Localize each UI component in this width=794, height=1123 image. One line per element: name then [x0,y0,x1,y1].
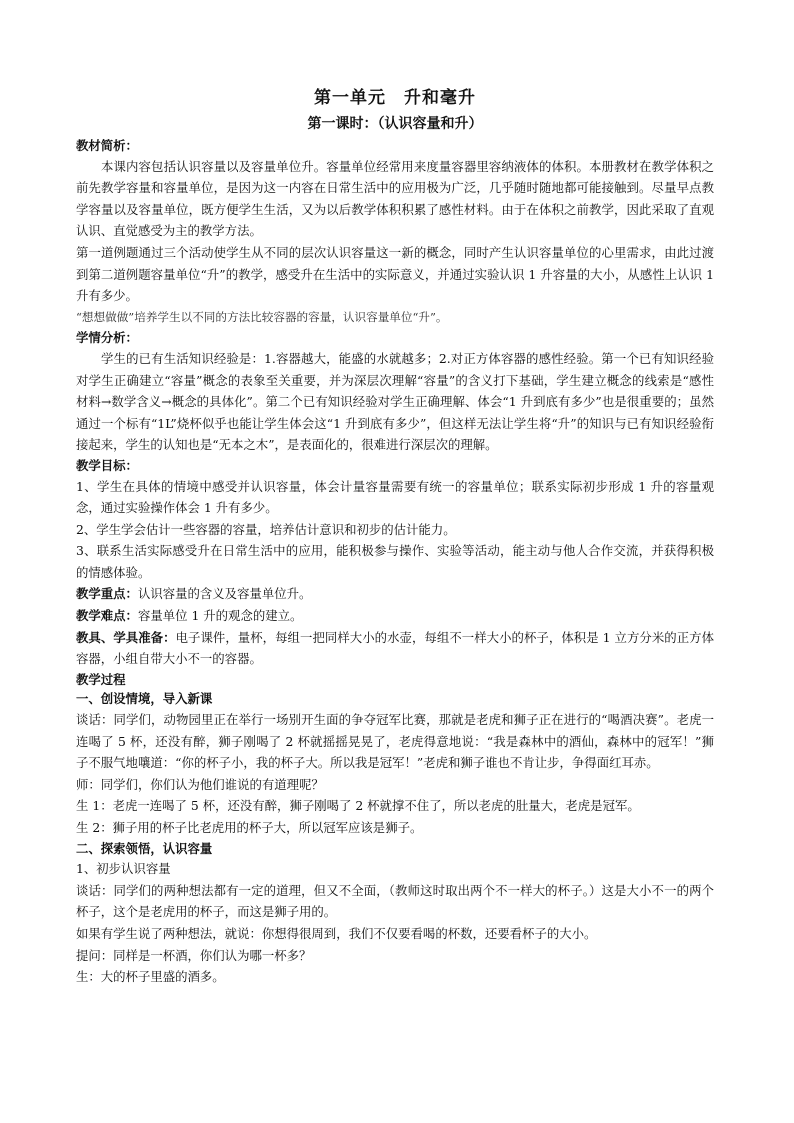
part1-heading: 一、创设情境，导入新课 [76,691,213,707]
difficulty-label: 教学难点： [76,608,138,624]
part2-paragraph-4: 提问：同样是一杯酒，你们认为哪一杯多？ [76,947,312,963]
part2-paragraph-2: 谈话：同学们的两种想法都有一定的道理，但又不全面，（教师这时取出两个不一样大的杯子。）这是大小不一的两个杯子，这个是老虎用的杯子，而这是狮子用的。 [76,882,714,920]
goal-item-3: 3、联系生活实际感受升在日常生活中的应用，能积极参与操作、实验等活动，能主动与他人合作交流，并获得积极的情感体验。 [76,543,714,580]
part2-paragraph-1: 1、初步认识容量 [76,861,171,877]
key-point-label: 教学重点： [76,586,138,602]
textbook-heading: 教材简析： [76,138,138,153]
student-paragraph-1: 学生的已有生活知识经验是：1.容器越大，能盛的水就越多；2.对正方体容器的感性经验。第一个已有知识经验对学生正确建立“容量”概念的表象至关重要，并为深层次理解“容量”的含义打下基础，学生建立概念的线索是“感性材料→数学含义→概念的具体化”。第二个已有知识经验对学生正确理解、体会“1 升到底有多少”也是很重要的；虽然通过一个标有“1L”烧杯似乎也能让学生体会这“1 升到底有多少”，但这样无法让学生将“升”的知识与已有知识经验衔接起来，学生的认知也是“无本之木”，是表面化的，很难进行深层次的理解。 [76,350,714,453]
part2-paragraph-5: 生：大的杯子里盛的酒多。 [76,969,225,985]
document-title: 第一单元 升和毫升 [314,88,476,108]
part1-paragraph-2: 师：同学们，你们认为他们谁说的有道理呢？ [76,776,324,792]
key-point-text: 认识容量的含义及容量单位升。 [137,586,312,602]
part1-paragraph-1: 谈话：同学们，动物园里正在举行一场别开生面的争夺冠军比赛，那就是老虎和狮子正在进行的“喝酒决赛”。老虎一连喝了 5 杯，还没有醉，狮子刚喝了 2 杯就摇摇晃晃了，老虎得意地说：“我是森林中的酒仙，森林中的冠军！”狮子不服气地嚷道：“你的杯子小，我的杯子大。所以我是冠军！”老虎和狮子谁也不肯让步，争得面红耳赤。 [76,712,714,771]
goal-item-1: 1、学生在具体的情境中感受并认识容量，体会计量容量需要有统一的容量单位；联系实际初步形成 1 升的容量观念，通过实验操作体会 1 升有多少。 [76,478,714,516]
difficulty-text: 容量单位 1 升的观念的建立。 [137,608,303,624]
textbook-paragraph-2: 第一道例题通过三个活动使学生从不同的层次认识容量这一新的概念，同时产生认识容量单位的心里需求，由此过渡到第二道例题容量单位“升”的教学，感受升在生活中的实际意义，并通过实验认识 1 升容量的大小，从感性上认识 1 升有多少。 [76,244,714,304]
tools-prep [76,627,714,670]
tools-text: 电子课件，量杯，每组一把同样大小的水壶，每组不一样大小的杯子，体积是 1 立方分米的正方体容器，小组自带大小不一的容器。 [76,629,715,667]
part2-heading: 二、探索领悟，认识容量 [76,840,213,856]
part1-paragraph-3: 生 1：老虎一连喝了 5 杯，还没有醉，狮子刚喝了 2 杯就撑不住了，所以老虎的肚量大，老虎是冠军。 [76,798,640,814]
key-point [76,583,714,605]
tools-label: 教具、学具准备： [76,629,176,645]
textbook-paragraph-3: “想想做做”培养学生以不同的方法比较容器的容量，认识容量单位“升”。 [76,309,448,324]
textbook-paragraph-1: 本课内容包括认识容量以及容量单位升。容量单位经常用来度量容器里容纳液体的体积。本册教材在教学体积之前先教学容量和容量单位，是因为这一内容在日常生活中的应用极为广泛，几乎随时随地都可能接触到。尽量早点教学容量以及容量单位，既方便学生生活，又为以后教学体积积累了感性材料。由于在体积之前教学，因此采取了直观认识、直觉感受为主的教学方法。 [76,158,714,239]
difficulty-point [76,605,714,627]
part1-paragraph-4: 生 2：狮子用的杯子比老虎用的杯子大，所以冠军应该是狮子。 [76,820,423,835]
goal-item-2: 2、学生学会估计一些容器的容量，培养估计意识和初步的估计能力。 [76,521,456,537]
process-heading: 教学过程 [76,671,126,687]
goals-heading: 教学目标： [76,457,138,473]
student-heading: 学情分析： [76,330,138,346]
document-subtitle: 第一课时：（认识容量和升） [307,116,483,132]
part2-paragraph-3: 如果有学生说了两种想法，就说：你想得很周到，我们不仅要看喝的杯数，还要看杯子的大小。 [76,925,597,941]
